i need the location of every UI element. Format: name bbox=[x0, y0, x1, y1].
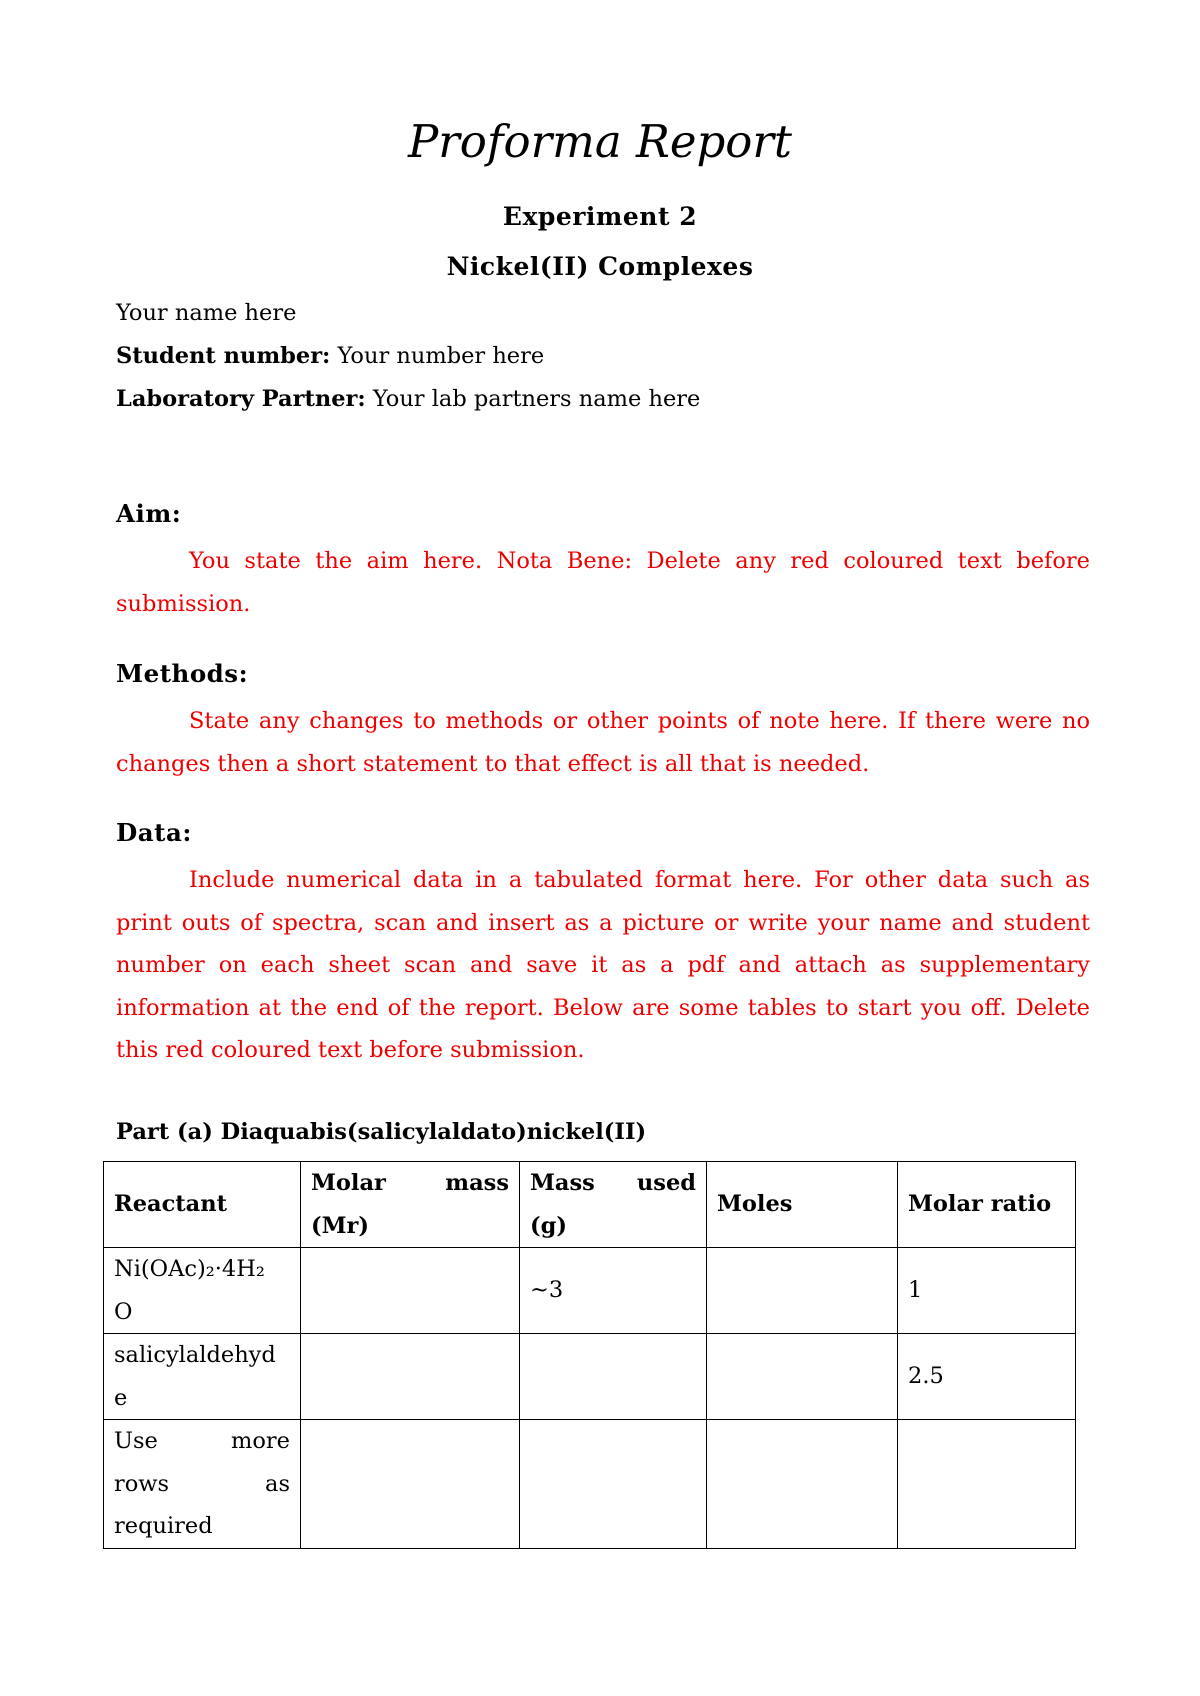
name-line: Your name here bbox=[116, 300, 297, 326]
cell-molar-ratio[interactable]: 2.5 bbox=[898, 1334, 1076, 1420]
student-number-value: Your number here bbox=[337, 343, 545, 369]
header-mass-used bbox=[520, 1162, 707, 1248]
methods-text: State any changes to methods or other points of note here. If there were no changes then a short statement to that effect is all that is needed. bbox=[116, 708, 1090, 777]
header-mass-used-word2: used bbox=[636, 1170, 696, 1196]
data-heading: Data: bbox=[116, 818, 192, 847]
table-row bbox=[104, 1334, 1076, 1420]
header-molar-mass-word1: Molar bbox=[311, 1170, 386, 1196]
cell-reactant-word1: Use bbox=[114, 1428, 158, 1454]
lab-partner-line bbox=[116, 384, 700, 414]
cell-reactant bbox=[104, 1334, 301, 1420]
cell-moles[interactable] bbox=[707, 1420, 898, 1549]
cell-reactant-word5: required bbox=[114, 1513, 213, 1539]
header-molar-mass-word3: (Mr) bbox=[311, 1212, 370, 1239]
header-molar-mass-word2: mass bbox=[445, 1170, 509, 1196]
header-molar-ratio: Molar ratio bbox=[898, 1162, 1076, 1248]
header-reactant: Reactant bbox=[104, 1162, 301, 1248]
cell-moles[interactable] bbox=[707, 1248, 898, 1334]
header-mass-used-word1: Mass bbox=[530, 1170, 595, 1196]
cell-reactant-word2: more bbox=[231, 1428, 290, 1454]
table-header-row bbox=[104, 1162, 1076, 1248]
cell-reactant-line2: O bbox=[114, 1298, 133, 1325]
data-text: Include numerical data in a tabulated format here. For other data such as print outs of spectra, scan and insert as a picture or write your name and student number on each sheet scan and save it as a pdf and attach as supplementary information at the end of the report. Below are some tables to start you off. Delete this red coloured text before submission. bbox=[116, 867, 1090, 1063]
cell-molar-ratio[interactable] bbox=[898, 1420, 1076, 1549]
cell-reactant-line1: Ni(OAc)₂·4H₂ bbox=[114, 1256, 265, 1282]
cell-reactant-word3: rows bbox=[114, 1470, 170, 1497]
part-a-heading: Part (a) Diaquabis(salicylaldato)nickel(II) bbox=[116, 1119, 647, 1145]
aim-heading: Aim: bbox=[116, 499, 182, 528]
cell-reactant-line1: salicylaldehyd bbox=[114, 1342, 276, 1368]
table-row bbox=[104, 1420, 1076, 1549]
lab-partner-label: Laboratory Partner: bbox=[116, 386, 366, 412]
cell-moles[interactable] bbox=[707, 1334, 898, 1420]
header-molar-mass bbox=[301, 1162, 520, 1248]
cell-molar-mass[interactable] bbox=[301, 1248, 520, 1334]
student-number-label: Student number: bbox=[116, 343, 331, 369]
methods-heading: Methods: bbox=[116, 659, 249, 688]
reactant-table bbox=[103, 1161, 1076, 1549]
student-number-line bbox=[116, 341, 544, 371]
cell-reactant bbox=[104, 1248, 301, 1334]
header-moles: Moles bbox=[707, 1162, 898, 1248]
lab-partner-value: Your lab partners name here bbox=[372, 386, 701, 412]
table-row bbox=[104, 1248, 1076, 1334]
cell-molar-mass[interactable] bbox=[301, 1420, 520, 1549]
cell-reactant bbox=[104, 1420, 301, 1549]
aim-text: You state the aim here. Nota Bene: Delete any red coloured text before submission. bbox=[116, 548, 1090, 617]
cell-mass-used[interactable] bbox=[520, 1334, 707, 1420]
cell-molar-mass[interactable] bbox=[301, 1334, 520, 1420]
cell-mass-used[interactable]: ~3 bbox=[520, 1248, 707, 1334]
document-title: Proforma Report bbox=[408, 115, 792, 168]
experiment-number: Experiment 2 bbox=[502, 202, 698, 231]
cell-reactant-line2: e bbox=[114, 1384, 128, 1411]
cell-mass-used[interactable] bbox=[520, 1420, 707, 1549]
header-mass-used-word3: (g) bbox=[530, 1212, 568, 1239]
experiment-subject: Nickel(II) Complexes bbox=[446, 252, 754, 281]
cell-molar-ratio[interactable]: 1 bbox=[898, 1248, 1076, 1334]
cell-reactant-word4: as bbox=[265, 1470, 290, 1497]
